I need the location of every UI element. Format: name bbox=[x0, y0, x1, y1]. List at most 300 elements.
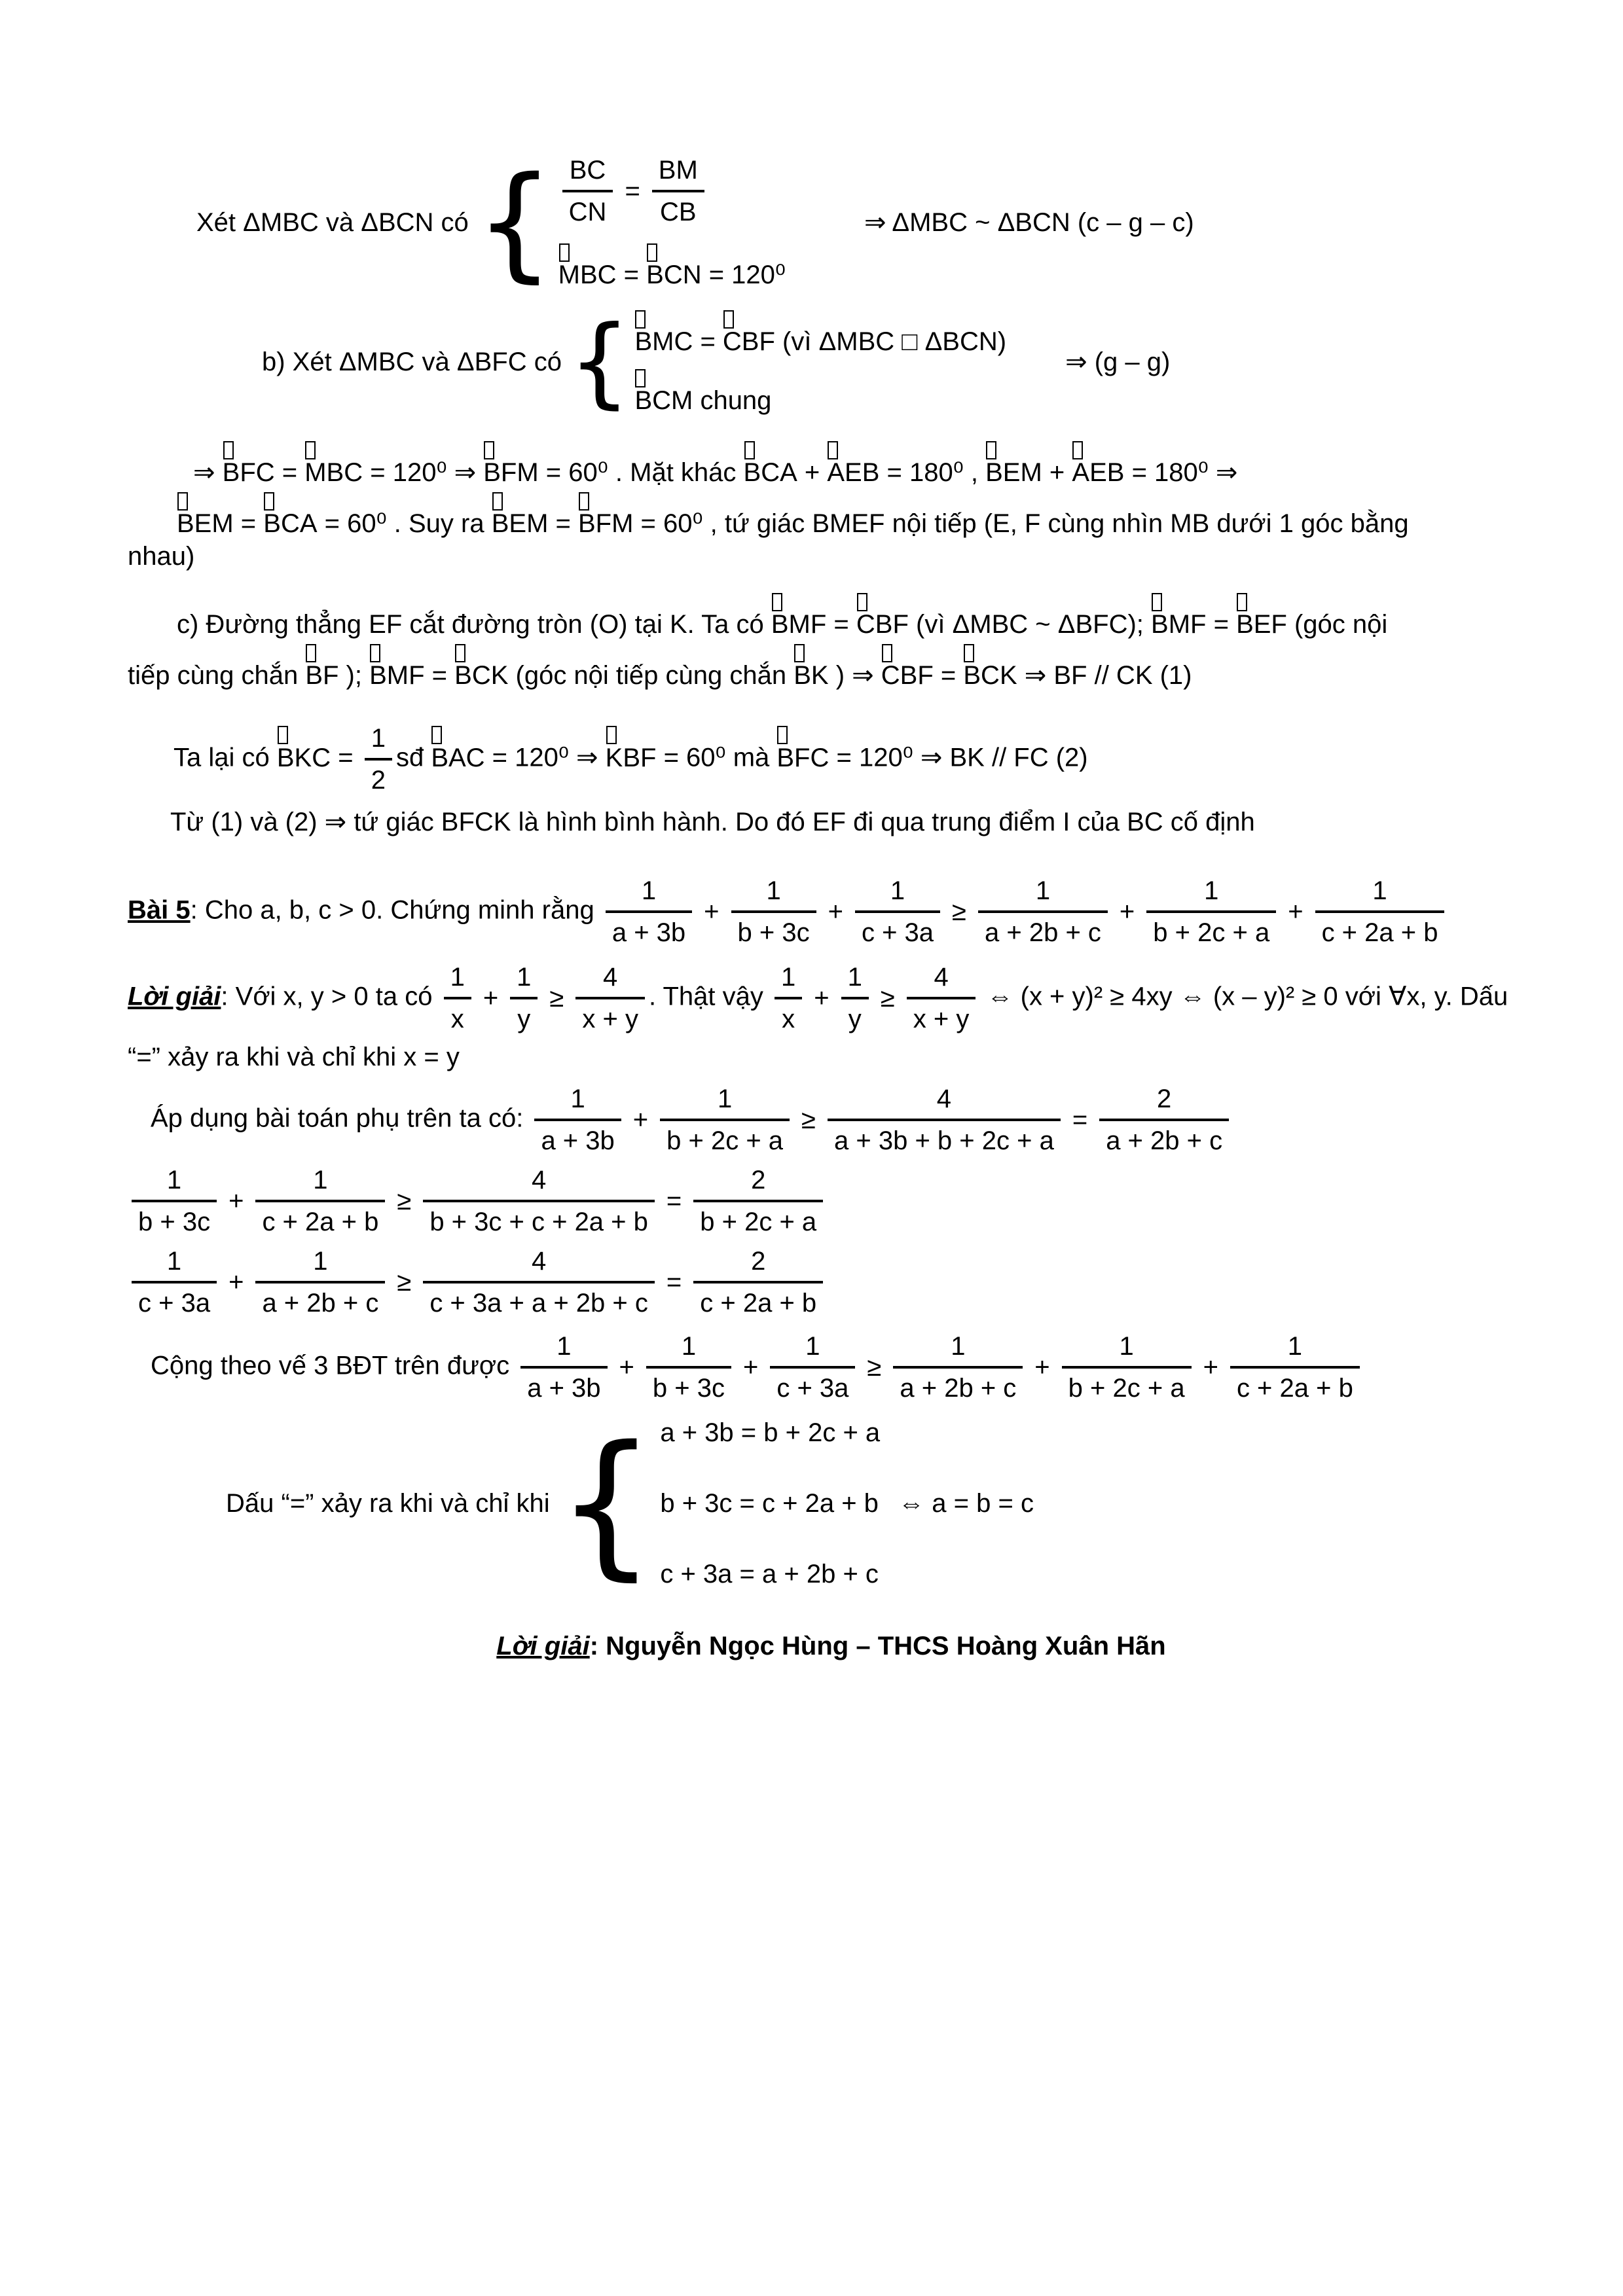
angle-letters: BMC bbox=[634, 327, 693, 356]
angle-notation bbox=[578, 507, 633, 540]
numerator: 4 bbox=[603, 963, 618, 992]
text-run: Ta lại có bbox=[173, 743, 277, 772]
numerator: 1 bbox=[1372, 876, 1387, 905]
angle-hat-icon bbox=[579, 492, 589, 511]
angle-hat-icon bbox=[882, 644, 892, 662]
operator: + bbox=[814, 984, 830, 1013]
text-run: . Thật vậy bbox=[648, 982, 771, 1011]
operator: + bbox=[1119, 897, 1135, 926]
operator: + bbox=[828, 897, 843, 926]
angle-letters: MBC bbox=[304, 458, 363, 487]
numerator: 1 bbox=[1287, 1332, 1303, 1361]
angle-hat-icon bbox=[455, 644, 465, 662]
text-run: ⇒ BF // CK (1) bbox=[1017, 661, 1192, 690]
text-run: ⇔ (x + y)² ≥ 4xy ⇔ (x – y)² ≥ 0 với ∀x, y. Dấu bbox=[979, 982, 1508, 1011]
angle-notation bbox=[634, 325, 693, 358]
apply-line-3 bbox=[128, 1245, 1535, 1319]
numerator: 4 bbox=[531, 1247, 547, 1276]
text-run: Từ (1) và (2) ⇒ tứ giác BFCK là hình bình hành. Do đó EF đi qua trung điểm I của BC cố định bbox=[170, 808, 1255, 836]
angle-notation bbox=[369, 659, 424, 692]
fraction bbox=[520, 1330, 607, 1405]
angle-letters: BEM bbox=[985, 458, 1042, 487]
deduction-line-1 bbox=[193, 438, 1535, 489]
arc-letters: BK bbox=[793, 661, 829, 690]
fraction bbox=[1315, 874, 1445, 949]
denominator: b + 2c + a bbox=[660, 1119, 790, 1157]
fraction bbox=[255, 1245, 385, 1319]
angle-hat-icon bbox=[278, 726, 288, 744]
denominator: b + 3c bbox=[646, 1366, 731, 1405]
text-run: = 120⁰ ⇒ bbox=[363, 458, 484, 487]
text-run: = bbox=[1206, 610, 1237, 639]
text-run: tiếp cùng chắn bbox=[128, 661, 306, 690]
denominator: x bbox=[444, 997, 471, 1035]
text-run: = bbox=[826, 610, 856, 639]
numerator: 1 bbox=[570, 1085, 585, 1113]
numerator: BM bbox=[658, 156, 698, 185]
denominator: c + 2a + b bbox=[693, 1281, 823, 1319]
operator: = bbox=[625, 177, 640, 206]
angle-hat-icon bbox=[635, 310, 646, 329]
numerator: 2 bbox=[751, 1247, 766, 1276]
denominator: a + 2b + c bbox=[893, 1366, 1023, 1405]
numerator: 2 bbox=[751, 1166, 766, 1194]
numerator: 1 bbox=[681, 1332, 697, 1361]
angle-letters: BKC bbox=[276, 743, 331, 772]
angle-letters: BCM bbox=[634, 386, 693, 415]
solution-line-1 bbox=[128, 961, 1535, 1035]
angle-hat-icon bbox=[1237, 593, 1247, 611]
angle-hat-icon bbox=[223, 441, 234, 459]
text-run: = 180⁰ , bbox=[879, 458, 986, 487]
text-run: chung bbox=[693, 386, 772, 415]
fraction bbox=[978, 874, 1108, 949]
angle-hat-icon bbox=[828, 441, 838, 459]
text-run: ) ⇒ bbox=[828, 661, 881, 690]
equality-condition-line bbox=[226, 1412, 1535, 1595]
angle-notation bbox=[776, 742, 829, 774]
angle-notation bbox=[985, 456, 1042, 489]
angle-hat-icon bbox=[635, 369, 646, 387]
text-run: (góc nội tiếp cùng chắn bbox=[508, 661, 794, 690]
deduction-line-2 bbox=[177, 489, 1535, 540]
system-rows bbox=[634, 307, 1006, 417]
fraction bbox=[1062, 1330, 1192, 1405]
text-run: = 180⁰ ⇒ bbox=[1124, 458, 1238, 487]
operator: + bbox=[619, 1353, 634, 1382]
text-run: = bbox=[616, 260, 647, 289]
angle-notation bbox=[827, 456, 879, 489]
angle-hat-icon bbox=[1152, 593, 1162, 611]
text-run: : Với x, y > 0 ta có bbox=[221, 982, 440, 1011]
fraction bbox=[365, 722, 392, 797]
angle-notation bbox=[1151, 608, 1206, 641]
text-run: + bbox=[797, 458, 828, 487]
denominator: c + 2a + b bbox=[1230, 1366, 1360, 1405]
numerator: 1 bbox=[166, 1247, 182, 1276]
angle-notation bbox=[177, 507, 234, 540]
part-c-line-2 bbox=[128, 641, 1535, 692]
operator: ≥ bbox=[801, 1105, 816, 1134]
denominator: c + 3a bbox=[770, 1366, 855, 1405]
numerator: 1 bbox=[450, 963, 465, 992]
fraction bbox=[510, 961, 538, 1035]
signature-line bbox=[128, 1630, 1535, 1662]
denominator: c + 2a + b bbox=[1315, 910, 1445, 949]
operator: ≥ bbox=[952, 897, 966, 926]
system-row bbox=[634, 307, 1006, 358]
angle-letters: CBF bbox=[881, 661, 934, 690]
fraction bbox=[1230, 1330, 1360, 1405]
numerator: 1 bbox=[371, 724, 386, 753]
operator: + bbox=[483, 984, 499, 1013]
angle-letters: BEM bbox=[177, 509, 234, 538]
arc-notation bbox=[793, 659, 828, 692]
system-rows bbox=[660, 1416, 880, 1590]
fraction bbox=[1146, 874, 1276, 949]
denominator: c + 3a bbox=[855, 910, 940, 949]
numerator: 1 bbox=[766, 876, 781, 905]
denominator: b + 2c + a bbox=[1146, 910, 1276, 949]
denominator: x + y bbox=[575, 997, 645, 1035]
angle-hat-icon bbox=[559, 243, 570, 262]
angle-letters: BCK bbox=[963, 661, 1017, 690]
numerator: 4 bbox=[934, 963, 949, 992]
problem-label: Bài 5 bbox=[128, 895, 191, 925]
fraction bbox=[606, 874, 692, 949]
denominator: b + 3c bbox=[731, 910, 816, 949]
system-row: a + 3b = b + 2c + a bbox=[660, 1418, 881, 1447]
operator: + bbox=[1034, 1353, 1050, 1382]
fraction bbox=[907, 961, 976, 1035]
solution-label: Lời giải bbox=[128, 982, 221, 1011]
angle-letters: AEB bbox=[827, 458, 880, 487]
conclusion-text: ⇒ ΔMBC ~ ΔBCN (c – g – c) bbox=[864, 208, 1194, 237]
fraction bbox=[775, 961, 802, 1035]
angle-letters: BMF bbox=[369, 661, 425, 690]
operator: ≥ bbox=[549, 984, 564, 1013]
text-run: ⇒ bbox=[193, 458, 223, 487]
denominator: c + 2a + b bbox=[255, 1200, 385, 1238]
fraction bbox=[652, 154, 704, 228]
angle-notation bbox=[304, 456, 363, 489]
text-run: = 60⁰ . Suy ra bbox=[317, 509, 492, 538]
text-run: + bbox=[1042, 458, 1072, 487]
text-run: (vì ΔMBC □ ΔBCN) bbox=[775, 327, 1007, 356]
numerator: 1 bbox=[717, 1085, 733, 1113]
brace-system bbox=[556, 1412, 881, 1595]
text-run: = 60⁰ mà bbox=[656, 743, 777, 772]
angle-notation bbox=[1236, 608, 1287, 641]
angle-letters: BFC bbox=[776, 743, 830, 772]
fraction bbox=[841, 961, 869, 1035]
operator: = bbox=[666, 1268, 682, 1297]
text-run: Xét ΔMBC và ΔBCN có bbox=[196, 208, 469, 237]
text-run: = bbox=[331, 743, 361, 772]
angle-letters: BMF bbox=[771, 610, 827, 639]
brace-system bbox=[568, 307, 1006, 417]
numerator: 1 bbox=[890, 876, 905, 905]
denominator: a + 3b + b + 2c + a bbox=[828, 1119, 1061, 1157]
angle-notation bbox=[856, 608, 909, 641]
fraction bbox=[562, 154, 613, 228]
fraction bbox=[855, 874, 940, 949]
angle-notation bbox=[963, 659, 1017, 692]
solution-line-2 bbox=[128, 1041, 1535, 1073]
angle-letters: BCK bbox=[454, 661, 509, 690]
apply-line-1 bbox=[151, 1083, 1535, 1157]
numerator: 1 bbox=[847, 963, 862, 992]
angle-notation bbox=[646, 259, 701, 291]
text-run: c) Đường thẳng EF cắt đường tròn (O) tại K. Ta có bbox=[177, 610, 771, 639]
fraction bbox=[893, 1330, 1023, 1405]
angle-hat-icon bbox=[305, 441, 316, 459]
denominator: c + 3a + a + 2b + c bbox=[423, 1281, 655, 1319]
angle-hat-icon bbox=[772, 593, 782, 611]
left-brace-icon: { bbox=[556, 1412, 657, 1595]
system-row bbox=[558, 154, 708, 228]
text-run: = 120⁰ ⇒ BK // FC (2) bbox=[829, 743, 1088, 772]
angle-notation bbox=[263, 507, 317, 540]
denominator: CB bbox=[652, 190, 704, 228]
text-run: = 120⁰ ⇒ bbox=[484, 743, 606, 772]
angle-hat-icon bbox=[986, 441, 996, 459]
fraction bbox=[575, 961, 645, 1035]
part-a-line bbox=[196, 150, 1535, 295]
angle-hat-icon bbox=[964, 644, 974, 662]
brace-system bbox=[475, 150, 786, 295]
numerator: 1 bbox=[517, 963, 532, 992]
text-run: = bbox=[274, 458, 305, 487]
arc-hat-icon bbox=[306, 644, 316, 662]
text-run: : Cho a, b, c > 0. Chứng minh rằng bbox=[190, 895, 602, 925]
angle-notation bbox=[634, 384, 693, 417]
fraction bbox=[423, 1245, 655, 1319]
angle-notation bbox=[1072, 456, 1124, 489]
sum-line bbox=[151, 1330, 1535, 1405]
continuation-line bbox=[128, 540, 1535, 573]
arc-hat-icon bbox=[794, 644, 805, 662]
angle-hat-icon bbox=[492, 492, 503, 511]
arc-letters: BF bbox=[305, 661, 339, 690]
text-run: = bbox=[933, 661, 964, 690]
numerator: 1 bbox=[556, 1332, 572, 1361]
text-run: sđ bbox=[395, 743, 431, 772]
denominator: a + 3b bbox=[520, 1366, 607, 1405]
text-run: = bbox=[693, 327, 723, 356]
denominator: x + y bbox=[907, 997, 976, 1035]
angle-notation bbox=[881, 659, 934, 692]
denominator: 2 bbox=[365, 758, 392, 797]
numerator: 1 bbox=[805, 1332, 820, 1361]
operator: + bbox=[228, 1268, 244, 1297]
fraction bbox=[693, 1245, 823, 1319]
arc-hat-icon bbox=[431, 726, 442, 744]
angle-letters: BMF bbox=[1151, 610, 1207, 639]
angle-letters: BCA bbox=[743, 458, 797, 487]
angle-letters: BEM bbox=[491, 509, 549, 538]
denominator: b + 3c + c + 2a + b bbox=[423, 1200, 655, 1238]
denominator: b + 2c + a bbox=[693, 1200, 823, 1238]
numerator: 1 bbox=[313, 1166, 328, 1194]
numerator: 2 bbox=[1157, 1085, 1172, 1113]
author-text: : Nguyễn Ngọc Hùng – THCS Hoàng Xuân Hãn bbox=[589, 1632, 1166, 1660]
text-run: ); bbox=[338, 661, 370, 690]
denominator: b + 2c + a bbox=[1062, 1366, 1192, 1405]
angle-letters: CBF bbox=[722, 327, 775, 356]
denominator: y bbox=[841, 997, 869, 1035]
numerator: 1 bbox=[166, 1166, 182, 1194]
angle-hat-icon bbox=[264, 492, 274, 511]
angle-notation bbox=[744, 456, 797, 489]
left-brace-icon: { bbox=[475, 150, 555, 295]
part-c-line-1 bbox=[177, 590, 1535, 641]
denominator: CN bbox=[562, 190, 613, 228]
angle-hat-icon bbox=[370, 644, 380, 662]
operator: + bbox=[742, 1353, 759, 1382]
numerator: 1 bbox=[641, 876, 657, 905]
numerator: 1 bbox=[1204, 876, 1219, 905]
fraction bbox=[770, 1330, 855, 1405]
numerator: BC bbox=[569, 156, 606, 185]
angle-hat-icon bbox=[744, 441, 755, 459]
angle-hat-icon bbox=[606, 726, 617, 744]
operator: + bbox=[228, 1187, 244, 1215]
arc-notation bbox=[431, 742, 484, 774]
text-run: b) Xét ΔMBC và ΔBFC có bbox=[262, 348, 562, 376]
text-run: Dấu “=” xảy ra khi và chỉ khi bbox=[226, 1489, 550, 1518]
arc-notation bbox=[305, 659, 338, 692]
text-run: = 60⁰ , tứ giác BMEF nội tiếp (E, F cùng nhìn MB dưới 1 góc bằng bbox=[633, 509, 1409, 538]
numerator: 4 bbox=[531, 1166, 547, 1194]
denominator: b + 3c bbox=[132, 1200, 217, 1238]
conclusion-line bbox=[170, 806, 1535, 838]
angle-notation bbox=[771, 608, 826, 641]
angle-hat-icon bbox=[857, 593, 867, 611]
arc-angle-line bbox=[173, 704, 1535, 797]
angle-hat-icon bbox=[647, 243, 657, 262]
numerator: 1 bbox=[951, 1332, 966, 1361]
fraction bbox=[255, 1164, 385, 1238]
denominator: y bbox=[510, 997, 538, 1035]
numerator: 1 bbox=[1119, 1332, 1134, 1361]
system-row bbox=[634, 366, 771, 417]
part-b-line bbox=[262, 307, 1535, 417]
denominator: a + 2b + c bbox=[255, 1281, 385, 1319]
text-run: “=” xảy ra khi và chỉ khi x = y bbox=[128, 1043, 460, 1071]
operator: ≥ bbox=[397, 1268, 412, 1297]
angle-hat-icon bbox=[723, 310, 734, 329]
denominator: a + 3b bbox=[534, 1119, 621, 1157]
angle-notation bbox=[483, 456, 538, 489]
problem-5-line bbox=[128, 874, 1535, 949]
angle-letters: BFM bbox=[577, 509, 634, 538]
fraction bbox=[1099, 1083, 1229, 1157]
fraction bbox=[444, 961, 471, 1035]
fraction bbox=[828, 1083, 1061, 1157]
operator: + bbox=[1203, 1353, 1218, 1382]
operator: + bbox=[704, 897, 720, 926]
operator: ≥ bbox=[867, 1353, 882, 1382]
denominator: x bbox=[775, 997, 802, 1035]
angle-letters: CBF bbox=[856, 610, 909, 639]
angle-notation bbox=[223, 456, 275, 489]
angle-letters: BEF bbox=[1236, 610, 1287, 639]
angle-letters: AEB bbox=[1072, 458, 1125, 487]
fraction bbox=[731, 874, 816, 949]
fraction bbox=[693, 1164, 823, 1238]
operator: ≥ bbox=[880, 984, 895, 1013]
operator: ≥ bbox=[397, 1187, 412, 1215]
angle-letters: BCN bbox=[646, 260, 702, 289]
fraction bbox=[660, 1083, 790, 1157]
angle-notation bbox=[277, 742, 331, 774]
denominator: a + 2b + c bbox=[1099, 1119, 1229, 1157]
denominator: c + 3a bbox=[132, 1281, 217, 1319]
angle-notation bbox=[723, 325, 775, 358]
numerator: 1 bbox=[313, 1247, 328, 1276]
text-run: Cộng theo vế 3 BĐT trên được bbox=[151, 1351, 517, 1380]
operator: = bbox=[666, 1187, 682, 1215]
system-rows bbox=[558, 154, 786, 291]
text-run: Áp dụng bài toán phụ trên ta có: bbox=[151, 1103, 531, 1133]
text-run: = 60⁰ . Mặt khác bbox=[538, 458, 744, 487]
apply-line-2 bbox=[128, 1164, 1535, 1238]
angle-hat-icon bbox=[177, 492, 188, 511]
numerator: 1 bbox=[1035, 876, 1051, 905]
text-run: = bbox=[233, 509, 264, 538]
text-run: = 120⁰ bbox=[701, 260, 786, 289]
angle-letters: KBF bbox=[605, 743, 657, 772]
signature-label: Lời giải bbox=[496, 1632, 590, 1660]
left-brace-icon: { bbox=[568, 305, 631, 419]
text-run: = bbox=[548, 509, 578, 538]
text-run: (vì ΔMBC ~ ΔBFC); bbox=[908, 610, 1152, 639]
system-row: c + 3a = a + 2b + c bbox=[660, 1560, 879, 1588]
fraction bbox=[132, 1245, 217, 1319]
angle-notation bbox=[558, 259, 617, 291]
angle-letters: BFM bbox=[483, 458, 539, 487]
angle-letters: BFC bbox=[222, 458, 275, 487]
text-run: (góc nội bbox=[1286, 610, 1388, 639]
angle-notation bbox=[606, 742, 657, 774]
fraction bbox=[646, 1330, 731, 1405]
numerator: 4 bbox=[936, 1085, 952, 1113]
operator: + bbox=[632, 1105, 649, 1134]
text-run: nhau) bbox=[128, 542, 195, 571]
system-row: b + 3c = c + 2a + b bbox=[660, 1489, 879, 1518]
operator: = bbox=[1072, 1105, 1088, 1134]
angle-letters: BCA bbox=[263, 509, 318, 538]
angle-letters: MBC bbox=[558, 260, 617, 289]
angle-hat-icon bbox=[1072, 441, 1083, 459]
numerator: 1 bbox=[780, 963, 796, 992]
denominator: a + 3b bbox=[606, 910, 692, 949]
conclusion-text: ⇔ a = b = c bbox=[898, 1489, 1034, 1518]
fraction bbox=[423, 1164, 655, 1238]
conclusion-text: ⇒ (g – g) bbox=[1065, 348, 1171, 376]
fraction bbox=[132, 1164, 217, 1238]
angle-hat-icon bbox=[777, 726, 788, 744]
operator: + bbox=[1288, 897, 1304, 926]
arc-letters: BAC bbox=[431, 743, 485, 772]
angle-hat-icon bbox=[484, 441, 494, 459]
text-run: = bbox=[424, 661, 455, 690]
fraction bbox=[534, 1083, 621, 1157]
angle-notation bbox=[492, 507, 549, 540]
denominator: a + 2b + c bbox=[978, 910, 1108, 949]
angle-notation bbox=[454, 659, 508, 692]
